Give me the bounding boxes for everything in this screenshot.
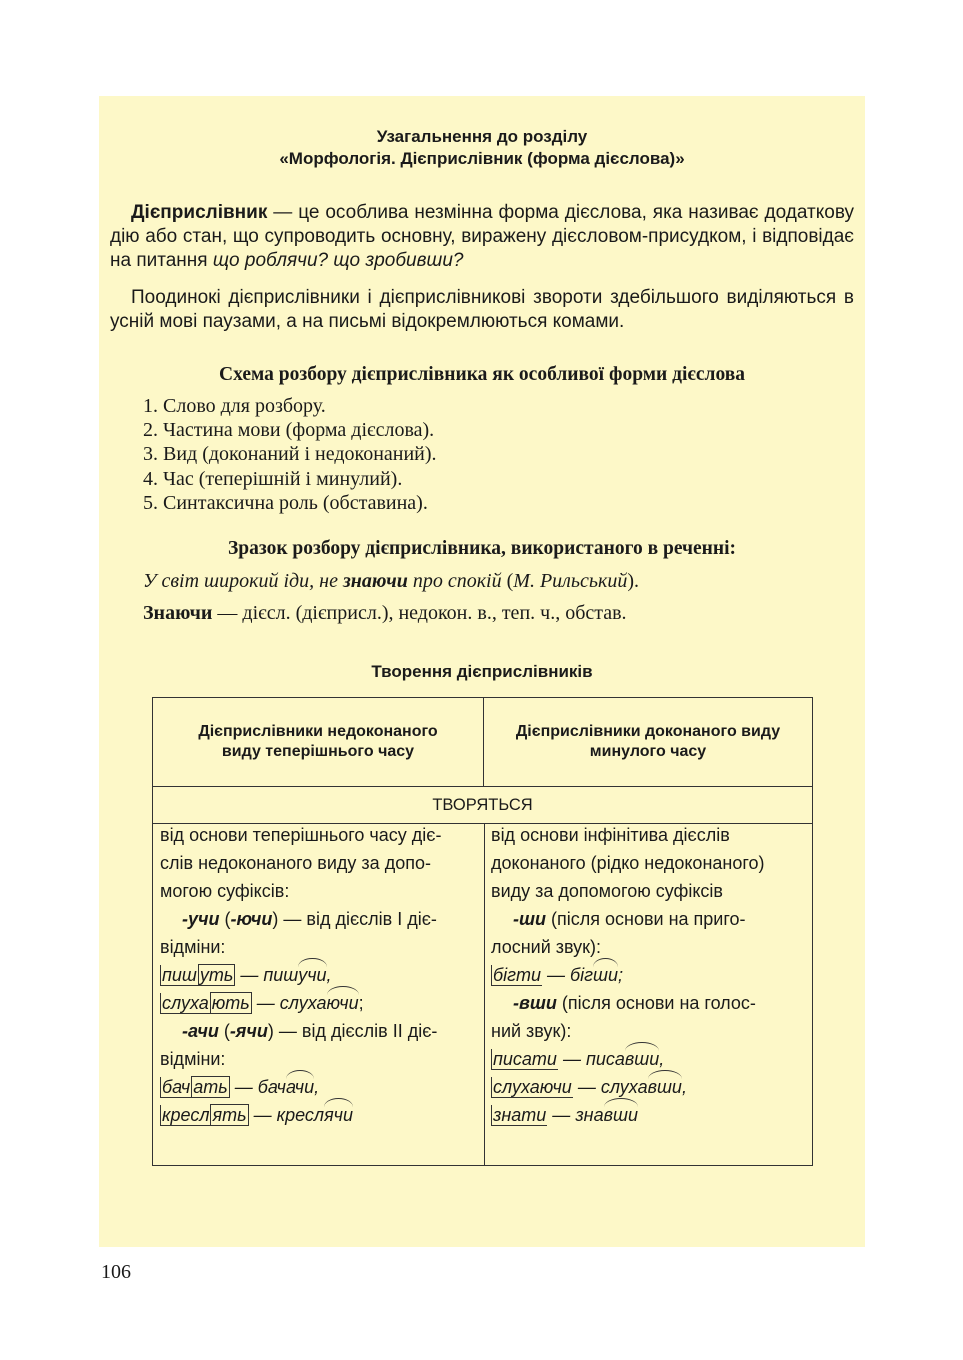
word-root: кресл [162, 1105, 210, 1125]
scheme-item: 4. Час (теперішній і минулий). [143, 467, 403, 490]
punct: , [314, 1077, 320, 1097]
suffix-arc: вши [604, 1101, 638, 1129]
result-stem: слуха [600, 1077, 648, 1097]
word-root: писати [493, 1049, 557, 1069]
table-cell-right [491, 821, 807, 1129]
cell-line: доконаного (рідко недоконаного) [491, 853, 765, 873]
sample-analysis-text: — дієсл. (дієприсл.), недокон. в., теп. ч., обстав. [212, 602, 627, 624]
definition-term: Дієприслівник [131, 202, 268, 223]
summary-panel [99, 96, 865, 1247]
scheme-list [143, 394, 437, 515]
example-line [491, 961, 807, 989]
word-ending: ать [193, 1077, 228, 1097]
definition-questions: що роблячи? що зробивши? [212, 250, 464, 271]
suffix-arc: учи [298, 961, 326, 989]
cell-line: могою суфіксів: [160, 881, 290, 901]
punct: ; [358, 993, 364, 1013]
definition-paragraph [110, 201, 854, 273]
suffix-description: — від дієслів І діє- [278, 909, 437, 929]
dash: — [542, 965, 571, 985]
suffix-line [491, 905, 807, 933]
sample-sentence-after: про спокій [407, 570, 502, 592]
punct: , [681, 1077, 687, 1097]
suffix-yuchy: -ючи [230, 909, 273, 929]
sample-sentence-before: У світ широкий іди, не [143, 570, 343, 592]
word-root: бігти [493, 965, 542, 985]
cell-line: ний звук): [491, 1021, 572, 1041]
cell-line: відміни: [160, 937, 226, 957]
suffix-line: -ачи (-ячи) — від дієслів ІІ діє- [182, 1021, 438, 1041]
section-title-line2: «Морфологія. Дієприслівник (форма дієслова)» [279, 149, 685, 168]
suffix-shy: -ши [513, 909, 546, 929]
example-line [491, 1101, 807, 1129]
scheme-title: Схема розбору дієприслівника як особливої форми дієслова [219, 364, 745, 385]
result-stem: писа [585, 1049, 625, 1069]
suffix-description: (після основи на голос- [556, 993, 756, 1013]
suffix-arc: вши [625, 1045, 659, 1073]
dash: — [235, 965, 264, 985]
word-root: слухаючи [493, 1077, 572, 1097]
example-line [160, 1073, 478, 1101]
result-stem: кресл [276, 1105, 325, 1125]
dash: — [251, 993, 280, 1013]
scheme-item: 2. Частина мови (форма дієслова). [143, 419, 435, 442]
suffix-description: — від дієслів ІІ діє- [273, 1021, 438, 1041]
dash: — [547, 1105, 576, 1125]
cell-line: відміни: [160, 1049, 226, 1069]
punct: , [659, 1049, 665, 1069]
section-title-line1: Узагальнення до розділу [376, 127, 588, 146]
word-root: знати [493, 1105, 547, 1125]
suffix-arc: ачи [286, 1073, 314, 1101]
formation-table [152, 697, 813, 1166]
sample-title: Зразок розбору дієприслівника, використаного в реченні: [227, 538, 737, 559]
suffix-arc: ячи [324, 1101, 353, 1129]
suffix-yachy: -ячи [229, 1021, 268, 1041]
table-title: Творення дієприслівників [371, 662, 593, 681]
suffix-line: -учи (-ючи) — від дієслів І діє- [182, 909, 437, 929]
suffix-arc: вши [648, 1073, 682, 1101]
example-line [160, 989, 478, 1017]
table-column-divider [484, 824, 485, 1165]
example-line [160, 961, 478, 989]
table-header-right: Дієприслівники доконаного виду минулого часу [515, 723, 781, 760]
scheme-item: 5. Синтаксична роль (обставина). [143, 491, 428, 514]
punctuation-rule: Поодинокі дієприслівники і дієприслівникові звороти здебільшого виділяються в усній мові паузами, а на письмі відокремлюються комами. [110, 287, 854, 332]
table-mid-row: ТВОРЯТЬСЯ [153, 787, 812, 824]
sample-sentence-author: М. Рильський [513, 570, 628, 592]
word-root: пиш [162, 965, 197, 985]
sample-analysis-word: Знаючи [143, 602, 213, 624]
result-stem: зна [575, 1105, 604, 1125]
punct: , [326, 965, 332, 985]
suffix-line [491, 989, 807, 1017]
result-stem: бач [257, 1077, 286, 1097]
suffix-description: (після основи на приго- [546, 909, 746, 929]
word-ending: ять [212, 1105, 247, 1125]
result-stem: біг [570, 965, 594, 985]
sample-sentence: У світ широкий іди, не знаючи про спокій (М. Рильський). [143, 570, 640, 592]
word-root: слуха [162, 993, 209, 1013]
word-ending: уть [199, 965, 234, 985]
suffix-vshy: -вши [513, 993, 557, 1013]
definition-block [110, 201, 854, 334]
table-header-left: Дієприслівники недоконаного виду теперішнього часу [153, 698, 484, 786]
suffix-achy: -ачи [182, 1021, 219, 1041]
cell-line: від основи інфінітива дієслів [491, 825, 730, 845]
example-line [491, 1045, 807, 1073]
example-line [160, 1101, 478, 1129]
sample-sentence-word: знаючи [342, 570, 408, 592]
dash: — [572, 1077, 601, 1097]
section-title [99, 126, 865, 170]
cell-line: лосний звук): [491, 937, 602, 957]
definition-text: — це особлива незмінна форма дієслова, яка називає додаткову дію або стан, що супроводить основну, виражену дієсловом-присудком, і відповідає на питання [110, 202, 854, 271]
word-root: бач [162, 1077, 191, 1097]
suffix-arc: ши [593, 961, 618, 989]
dash: — [557, 1049, 586, 1069]
page-number: 106 [101, 1261, 131, 1283]
scheme-item: 1. Слово для розбору. [143, 395, 326, 417]
suffix-uchy: -учи [182, 909, 220, 929]
cell-line: від основи теперішнього часу діє- [160, 825, 442, 845]
word-ending: ють [211, 993, 250, 1013]
cell-line: слів недоконаного виду за допо- [160, 853, 431, 873]
suffix-arc: ючи [327, 989, 359, 1017]
example-line [491, 1073, 807, 1101]
cell-line: виду за допомогою суфіксів [491, 881, 723, 901]
punct: ; [618, 965, 624, 985]
sample-analysis [143, 602, 627, 625]
result-stem: слуха [279, 993, 327, 1013]
result-stem: пиш [263, 965, 299, 985]
dash: — [229, 1077, 258, 1097]
table-cell-left [160, 821, 478, 1129]
dash: — [248, 1105, 277, 1125]
scheme-item: 3. Вид (доконаний і недоконаний). [143, 443, 437, 466]
